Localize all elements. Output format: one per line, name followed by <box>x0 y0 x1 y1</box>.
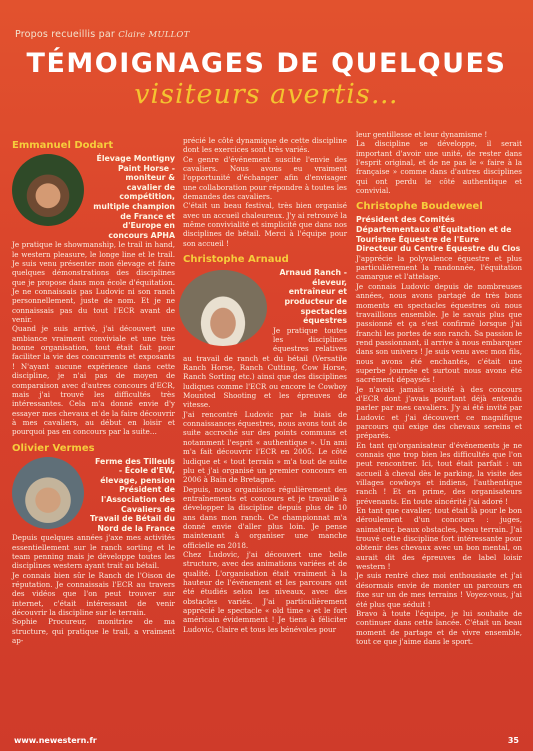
paragraph: Chez Ludovic, j'ai découvert une belle structure, avec des animations variées et de qualité. L'organisation était vraiment à la hauteur de l'événement et les parcours ont été étudiés selon les niveaux, avec des obstacles variés. J'ai particulièrement apprécié le spectacle « old time » et le fort américain évidemment ! Je tiens à féliciter Ludovic, Claire et tous les bénévoles pour <box>183 549 347 634</box>
column-2 <box>183 136 347 634</box>
paragraph: Quand je suis arrivé, j'ai découvert une ambiance vraiment conviviale et une très bonne organisation, tout était fait pour faciliter la vie des concurrents et exposants ! N'ayant aucune expérience dans cette discipline, je n'ai pas de moyen de comparaison avec d'autres concours d'ECR, mais j'ai trouvé les difficultés très intéressantes. Cela m'a donné envie d'y essayer mes chevaux et de la faire découvrir à mes cavaliers, au début en loisir et pourquoi pas en concours par la suite… <box>12 324 175 437</box>
paragraph: Bravo à toute l'équipe, je lui souhaite de continuer dans cette lancée. C'était un beau moment de partage et de vivre ensemble, tout ce que j'aime dans le sport. <box>356 608 522 646</box>
paragraph: J'ai rencontré Ludovic par le biais de connaissances équestres, nous avons tout de suite accroché sur des points communs et notamment l'esprit « authentique ». Un ami m'a fait découvrir l'ECR en 2005. Le côté ludique et « tout terrain » m'a tout de suite plu et j'ai organisé un premier concours en 2006 à Bain de Bretagne. <box>183 409 347 485</box>
paragraph: Je suis rentré chez moi enthousiaste et j'ai désormais envie de monter un parcours en fixe sur un de mes terrains ! Voyez-vous, j'ai été plus que séduit ! <box>356 571 522 609</box>
portrait-photo <box>179 270 267 346</box>
paragraph: J'apprécie la polyvalence équestre et plus particulièrement la randonnée, l'équitation camargue et l'attelage. <box>356 253 522 282</box>
testimonial-role: Ferme des Tilleuls - École d'EW, élevage, pension Président de l'Association des Cavaliers de Travail de Bétail du Nord de la France <box>90 456 175 533</box>
author-credit <box>15 29 189 40</box>
portrait-photo <box>12 457 84 529</box>
testimonial-role: Président des Comités Départementaux d'Équitation et de Tourisme Équestre de l'Eure Directeur du Centre Équestre du Clos <box>356 215 521 254</box>
paragraph: Sophie Procureur, monitrice de ma structure, qui pratique le trail, a vraiment ap- <box>12 617 175 646</box>
paragraph: Je n'avais jamais assisté à des concours d'ECR dont j'avais pourtant déjà entendu parler par mes cavaliers. J'y ai été invité par Ludovic et j'ai découvert ce magnifique parcours qui exige des chevaux sereins et préparés. <box>356 384 522 441</box>
testimonial-role: Élevage Montigny Paint Horse - moniteur & cavalier de compétition, multiple champion de France et d'Europe en concours APHA <box>93 154 175 240</box>
paragraph: précié le côté dynamique de cette discipline dont les exercices sont très variés. <box>183 136 347 155</box>
page-number: 35 <box>507 736 519 745</box>
page-title: TÉMOIGNAGES DE QUELQUES <box>26 48 507 79</box>
paragraph: La discipline se développe, il serait important d'avoir une unité, de rester dans l'esprit original, et de ne pas le « faire à la française » comme dans d'autres disciplines qui ont perdu le côté authentique et convivial. <box>356 139 522 196</box>
paragraph: Ce genre d'événement suscite l'envie des cavaliers. Nous avons eu vraiment l'opportunité d'échanger afin d'envisager une collaboration pour répondre à toutes les demandes des cavaliers. <box>183 154 347 202</box>
portrait-photo <box>12 154 84 226</box>
paragraph: Depuis, nous organisons régulièrement des entraînements et concours et je travaille à développer la discipline depuis plus de 10 ans dans mon ranch. Ce championnat m'a donné envie d'aller plus loin. Je pense maintenant à organiser une manche officielle en 2018. <box>183 484 347 550</box>
footer-site: www.newestern.fr <box>14 736 97 745</box>
paragraph: Je pratique le showmanship, le trail in hand, le western pleasure, le longe line et le trail. Je suis venu présenter mon élevage et faire quelques démonstrations des disciplines que je propose dans mon école d'équitation. Je ne connaissais pas Ludovic ni son ranch personnellement, juste de nom. Et je ne connaissais pas du tout l'ECR avant de venir. <box>12 240 175 325</box>
page-subtitle: visiteurs avertis… <box>134 79 399 110</box>
testimonial-role: Arnaud Ranch - éleveur, entraîneur et producteur de spectacles équestres <box>279 268 347 326</box>
paragraph: Je connais Ludovic depuis de nombreuses années, nous avons partagé de très bons moments en spectacles équestres où nous travaillions ensemble. Je le savais plus que passionné et ça s'est confirmé lorsque j'ai franchi les portes de son ranch. Sa passion le rend passionnant, il arrive à nous embarquer dans son univers ! Je suis venu avec mon fils, nous avons été enchantés, c'était une superbe journée et surtout nous avons été sacrément dépaysés ! <box>356 281 522 385</box>
paragraph: C'était un beau festival, très bien organisé avec un accueil chaleureux. J'y ai retrouvé la même convivialité et simplicité que dans nos disciplines de bétail. Merci à l'équipe pour son accueil ! <box>183 201 347 248</box>
testimonial-name: Christophe Arnaud <box>183 254 289 266</box>
testimonial-name: Christophe Boudeweel <box>356 201 483 213</box>
paragraph: En tant qu'organisateur d'événements je ne connais que trop bien les difficultés que l'on peut rencontrer. Ici, tout était parfait : un accueil à cheval dès le parking, la visite des villages cowboys et indiens, l'authentique ranch ! Et en prime, des organisateurs prévenants. En toute sincérité j'ai adoré ! <box>356 440 522 506</box>
paragraph: Je pratique toutes les disciplines équestres relatives au travail de ranch et du bétail (Versatile Ranch Horse, Ranch Cutting, Cow Horse, Ranch Sorting etc.) ainsi que des disciplines ludiques comme l'ECR ou encore le Cowboy Mounted Shooting et les épreuves de vitesse. <box>183 325 347 410</box>
testimonial-name: Olivier Vermes <box>12 442 95 454</box>
credit-prefix: Propos recueillis par <box>15 29 115 40</box>
column-1 <box>12 134 175 645</box>
paragraph: leur gentillesse et leur dynamisme ! <box>356 130 488 139</box>
credit-author: Claire MULLOT <box>118 30 190 40</box>
paragraph: En tant que cavalier, tout était là pour le bon déroulement d'un concours : juges, animateur, beaux obstacles, beau terrain. J'ai trouvé cette discipline fort intéressante pour obtenir des chevaux avec un bon mental, on aurait dit des épreuves de label loisir western ! <box>356 506 522 572</box>
paragraph: Depuis quelques années j'axe mes activités essentiellement sur le ranch sorting et le team penning mais je développe toutes les disciplines western ayant trait au bétail. <box>12 533 175 571</box>
paragraph: Je connais bien sûr le Ranch de l'Oison de réputation. Je connaissais l'ECR au travers des vidéos que l'on peut trouver sur internet, c'était intéressant de venir découvrir la discipline sur le terrain. <box>12 570 175 618</box>
testimonial-name: Emmanuel Dodart <box>12 140 114 151</box>
column-3 <box>356 130 522 646</box>
